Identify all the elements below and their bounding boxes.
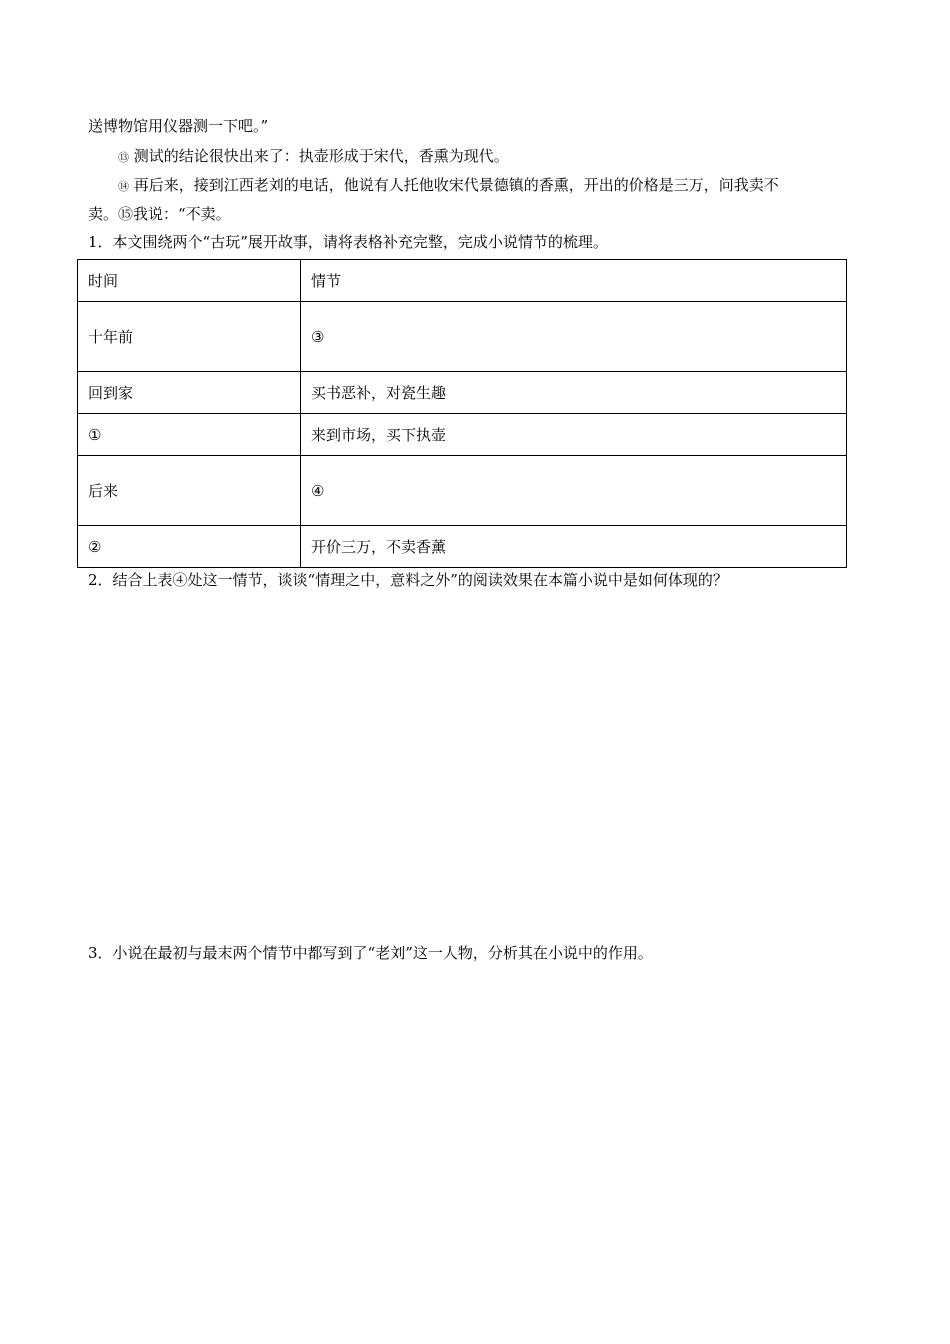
plot-cell: ④ (301, 456, 847, 526)
paragraph-text: 再后来，接到江西老刘的电话，他说有人托他收宋代景德镇的香熏，开出的价格是三万，问我卖不 (129, 176, 779, 194)
paragraph-text: 测试的结论很快出来了：执壶形成于宋代，香熏为现代。 (129, 147, 509, 165)
table-row (78, 526, 847, 568)
question-text: 1．本文围绕两个“古玩”展开故事，请将表格补充完整，完成小说情节的梳理。 (88, 233, 608, 251)
time-cell: 后来 (78, 456, 301, 526)
paragraph-number: ⑬ (118, 151, 129, 164)
table-header-row (78, 260, 847, 302)
question-2 (88, 570, 728, 590)
table-row (78, 456, 847, 526)
plot-summary-table (77, 259, 847, 568)
header-cell-time: 时间 (78, 260, 301, 302)
plot-cell: 买书恶补，对瓷生趣 (301, 372, 847, 414)
plot-cell: ③ (301, 302, 847, 372)
time-cell: ② (78, 526, 301, 568)
question-text: 2．结合上表④处这一情节，谈谈“情理之中，意料之外”的阅读效果在本篇小说中是如何体现的？ (88, 571, 728, 589)
plot-cell: 来到市场，买下执壶 (301, 414, 847, 456)
paragraph-13 (118, 146, 509, 168)
header-cell-plot: 情节 (301, 260, 847, 302)
table-row (78, 302, 847, 372)
question-1 (88, 232, 608, 252)
paragraph-14 (118, 175, 779, 197)
question-text: 3．小说在最初与最末两个情节中都写到了“老刘”这一人物，分析其在小说中的作用。 (88, 944, 653, 962)
passage-text: 送博物馆用仪器测一下吧。” (88, 117, 269, 135)
paragraph-14-continued (88, 204, 231, 224)
paragraph-text: 卖。⑮我说：“不卖。 (88, 205, 231, 223)
table-row (78, 372, 847, 414)
plot-cell: 开价三万，不卖香薰 (301, 526, 847, 568)
time-cell: ① (78, 414, 301, 456)
paragraph-number: ⑭ (118, 180, 129, 193)
time-cell: 回到家 (78, 372, 301, 414)
table-row (78, 414, 847, 456)
question-3 (88, 943, 653, 963)
time-cell: 十年前 (78, 302, 301, 372)
passage-line (88, 116, 268, 136)
